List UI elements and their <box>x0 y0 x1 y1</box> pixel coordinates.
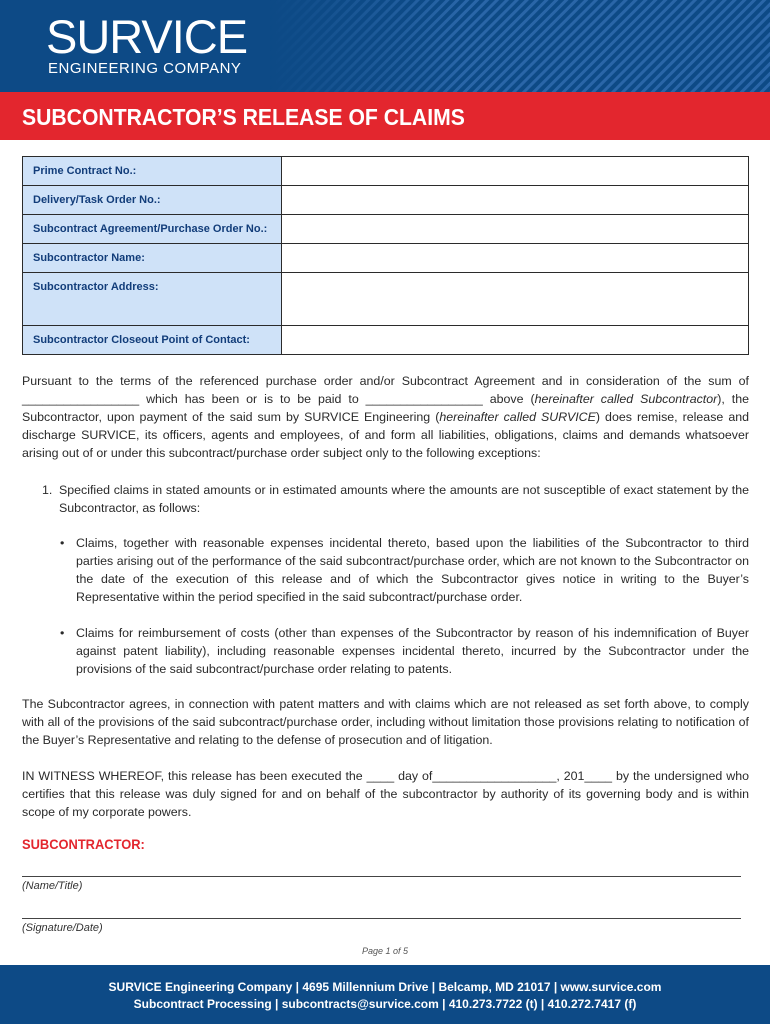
field-input-subcontract-agreement[interactable] <box>282 215 749 244</box>
field-input-subcontractor-address[interactable] <box>282 273 749 326</box>
subcontractor-heading: SUBCONTRACTOR: <box>22 836 145 852</box>
field-label-subcontract-agreement: Subcontract Agreement/Purchase Order No.: <box>23 215 282 244</box>
release-text-italic-2: hereinafter called SURVICE <box>439 410 596 424</box>
exception-item-1: Specified claims in stated amounts or in estimated amounts where the amounts are not susceptible of exact statement by the Subcontractor, as follows: <box>59 483 749 515</box>
page-indicator: Page 1 of 5 <box>361 946 409 956</box>
field-label-closeout-contact: Subcontractor Closeout Point of Contact: <box>23 326 282 355</box>
field-label-subcontractor-name: Subcontractor Name: <box>23 244 282 273</box>
header-banner <box>0 0 770 92</box>
exception-bullet-1: Claims, together with reasonable expenses incidental thereto, based upon the liabilities of the Subcontractor to third parties arising out of the performance of the said subcontract/purchase order, which are not known to the Subcontractor on the date of the execution of this release and of which the Subcontractor gives notice in writing to the Buyer’s Representative within the period specified in the said subcontract/purchase order. <box>76 536 749 604</box>
logo-subtitle: ENGINEERING COMPANY <box>48 60 242 77</box>
table-row <box>23 215 749 244</box>
patent-paragraph: The Subcontractor agrees, in connection with patent matters and with claims which are not released as set forth above, to comply with all of the provisions of the said subcontract/purchase order, including without limitation those provisions relating to notification of the Buyer’s Representative and relating to the defense of prosecution and of litigation. <box>22 697 749 747</box>
table-row <box>23 157 749 186</box>
bullet-icon: • <box>60 626 65 640</box>
exception-bullet-2: Claims for reimbursement of costs (other than expenses of the Subcontractor by reason of his indemnification of Buyer against patent liability), including reasonable expenses incidental thereto, incurred by the Subcontractor under the provisions of the said subcontract/purchase order relating to patents. <box>76 626 749 676</box>
release-text-c: ) does remise, release and discharge SURVICE, its officers, agents and employees, of and form all liabilities, obligations, claims and demands whatsoever arising out of or under this subcontract/purchase order subject only to the following exceptions: <box>22 410 749 460</box>
name-title-label: (Name/Title) <box>22 880 83 892</box>
field-input-delivery-order[interactable] <box>282 186 749 215</box>
release-paragraph <box>22 372 749 462</box>
page-title: SUBCONTRACTOR’S RELEASE OF CLAIMS <box>22 104 465 130</box>
list-number: 1. <box>42 483 53 497</box>
field-label-prime-contract: Prime Contract No.: <box>23 157 282 186</box>
field-input-subcontractor-name[interactable] <box>282 244 749 273</box>
bullet-icon: • <box>60 536 65 550</box>
logo-wordmark: SURVICE <box>46 10 248 63</box>
field-label-delivery-order: Delivery/Task Order No.: <box>23 186 282 215</box>
release-text-italic-1: hereinafter called Subcontractor <box>534 392 718 406</box>
field-input-closeout-contact[interactable] <box>282 326 749 355</box>
contract-info-table <box>22 156 749 355</box>
release-text-b: ), the Subcontractor, upon payment of the said sum by SURVICE Engineering ( <box>22 392 749 424</box>
field-input-prime-contract[interactable] <box>282 157 749 186</box>
footer-contact-line: Subcontract Processing | subcontracts@survice.com | 410.273.7722 (t) | 410.272.7417 (f) <box>133 997 637 1011</box>
survice-logo <box>46 12 247 77</box>
footer-company-line: SURVICE Engineering Company | 4695 Millennium Drive | Belcamp, MD 21017 | www.survice.com <box>108 980 662 994</box>
name-title-line[interactable] <box>22 876 741 877</box>
table-row <box>23 186 749 215</box>
table-row <box>23 244 749 273</box>
footer-banner <box>0 965 770 1024</box>
table-row <box>23 326 749 355</box>
release-text-a: Pursuant to the terms of the referenced purchase order and/or Subcontract Agreement and in consideration of the sum of _________________ which has been or is to be paid to _________________ above ( <box>22 374 749 406</box>
signature-date-line[interactable] <box>22 918 741 919</box>
field-label-subcontractor-address: Subcontractor Address: <box>23 273 282 326</box>
witness-paragraph: IN WITNESS WHEREOF, this release has been executed the ____ day of__________________, 201____ by the undersigned who certifies that this release was duly signed for and on behalf of the subcontractor by authority of its governing body and is within scope of my corporate powers. <box>22 769 749 819</box>
signature-date-label: (Signature/Date) <box>22 922 103 934</box>
table-row <box>23 273 749 326</box>
